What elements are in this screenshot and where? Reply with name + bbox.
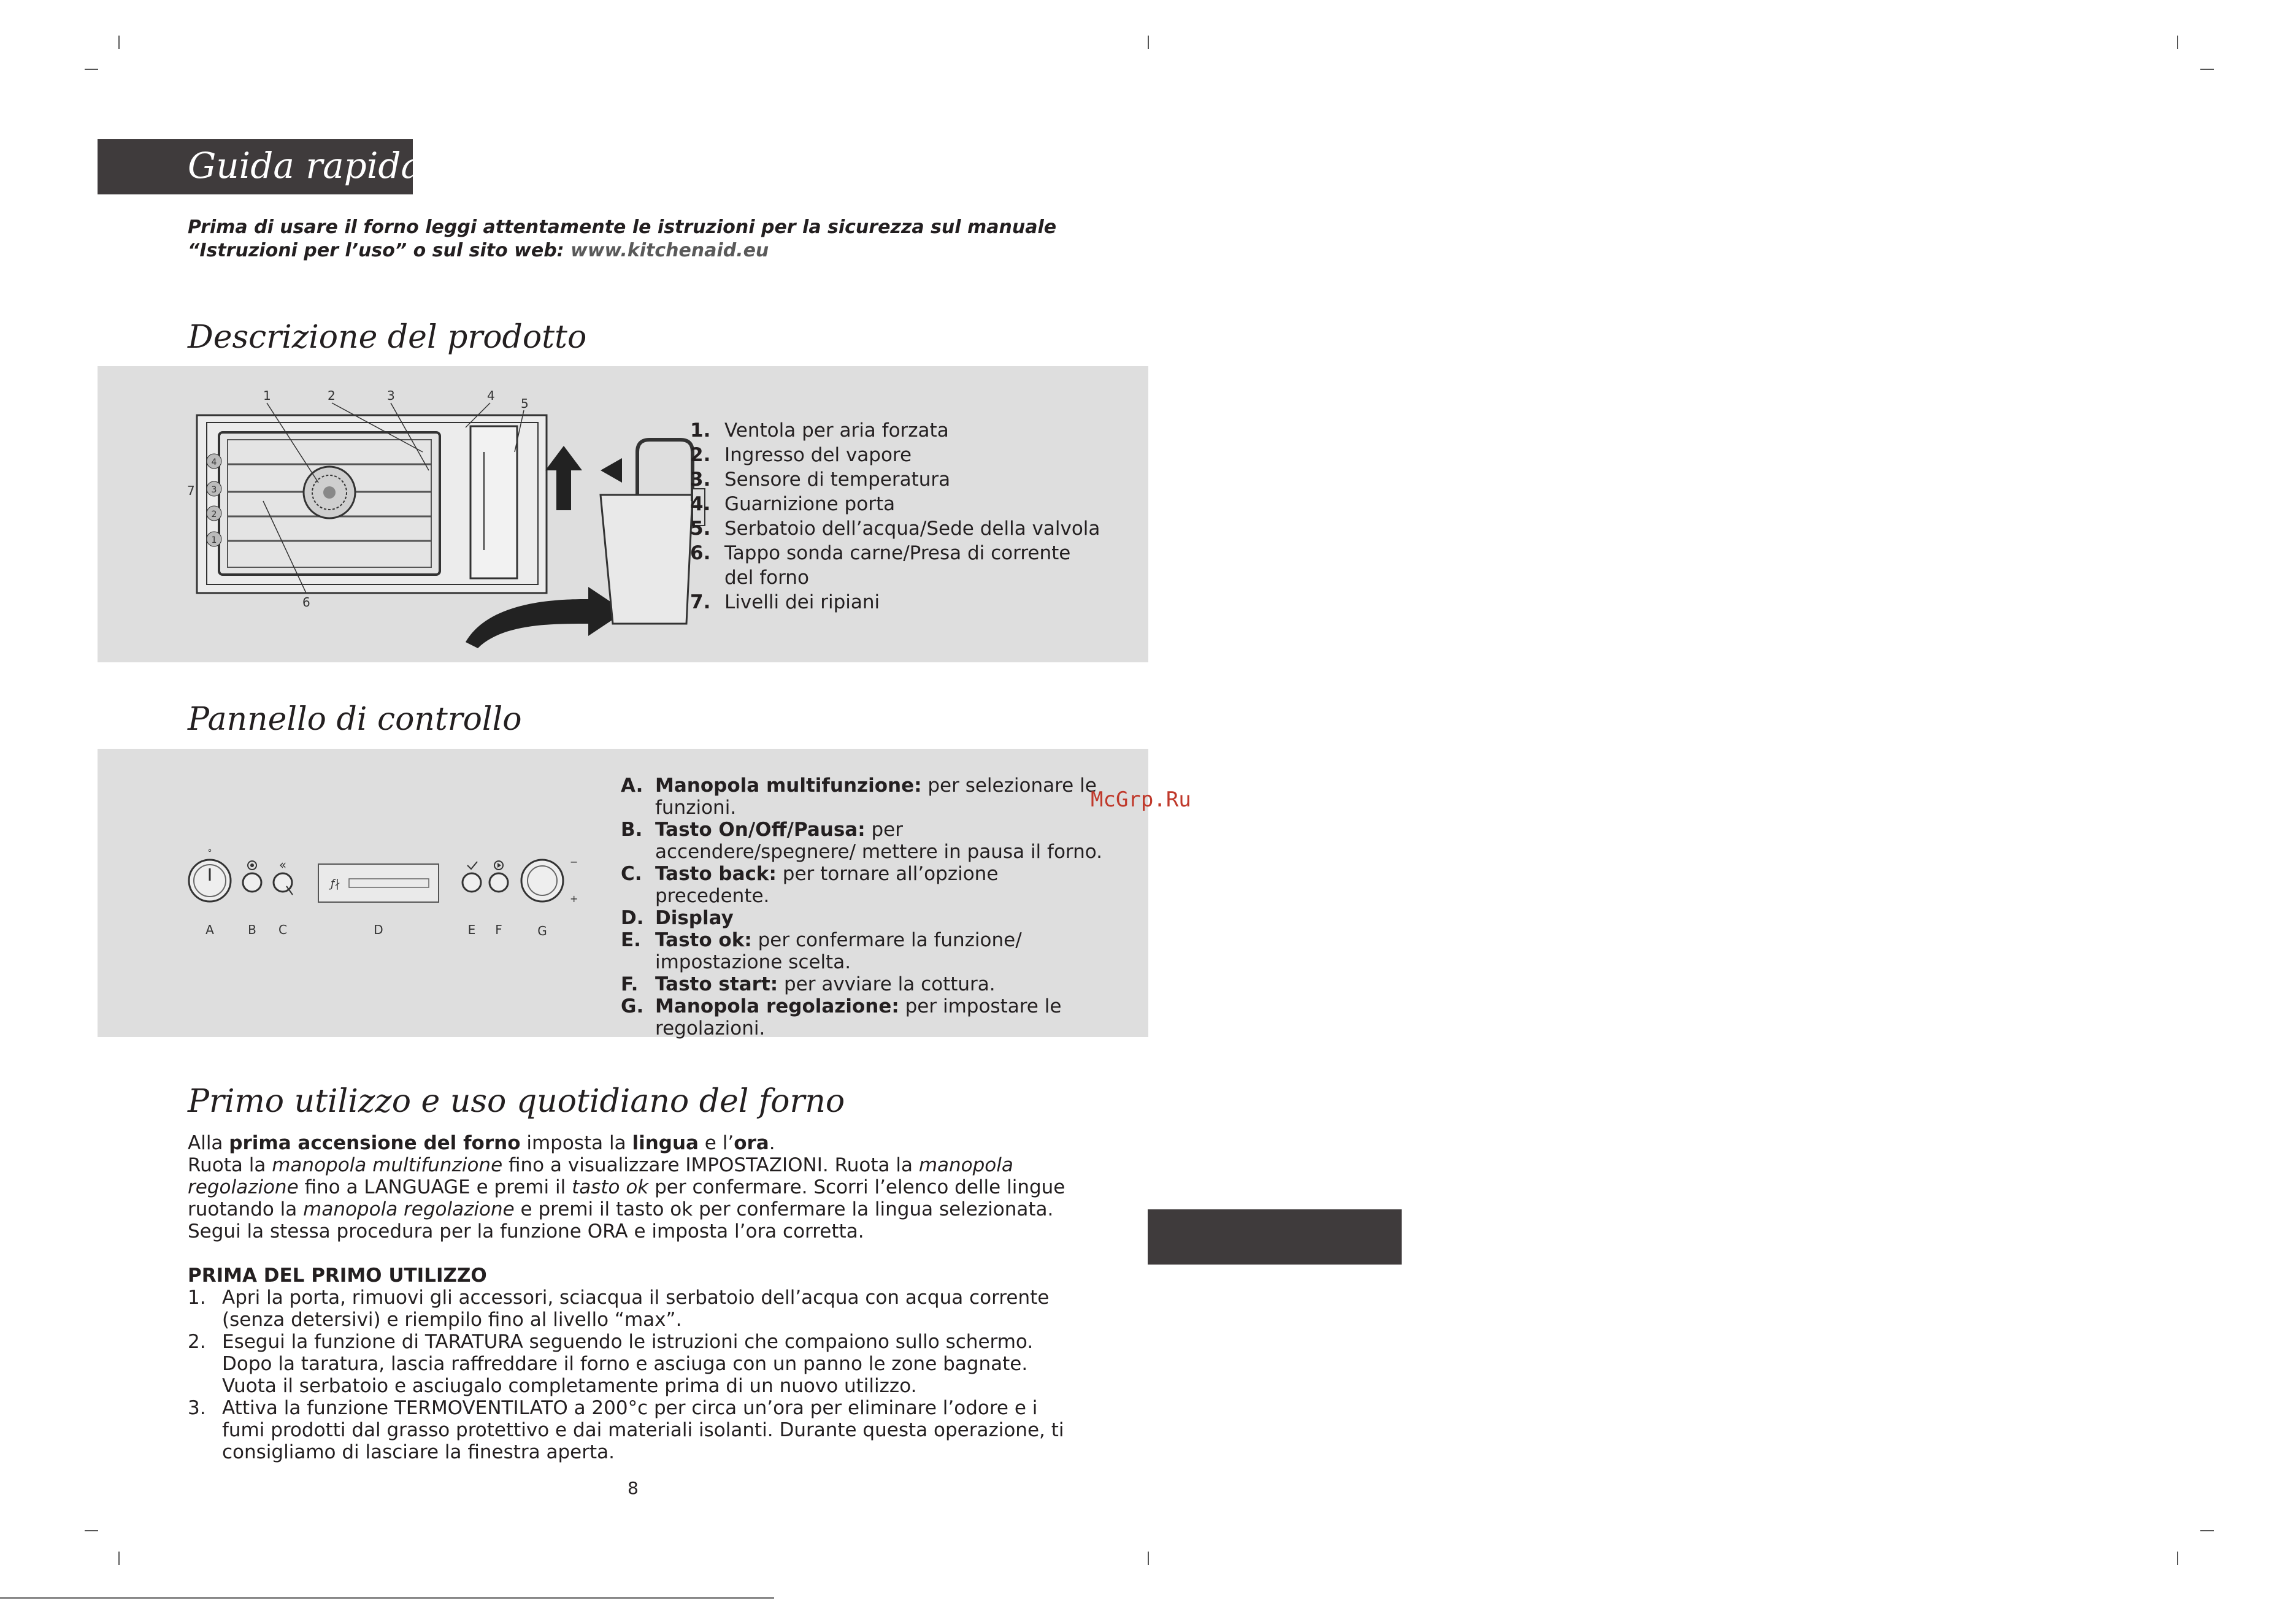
usage-paragraph: Ruota la manopola multifunzione fino a visualizzare IMPOSTAZIONI. Ruota la manopola regolazione fino a LANGUAGE e premi il tasto ok per confermare. Scorri l’elenco delle lingue ruotando la manopola regolazione e premi il tasto ok per confermare la lingua selezionata. bbox=[188, 1154, 1065, 1220]
callout-label: 5 bbox=[521, 396, 529, 411]
control-items-list bbox=[621, 775, 1105, 1039]
crop-mark bbox=[118, 36, 120, 49]
callout-label: 7 bbox=[187, 483, 195, 498]
start-button-icon bbox=[490, 873, 508, 892]
section-title-control: Pannello di controllo bbox=[188, 701, 522, 738]
ok-button-icon bbox=[463, 873, 481, 892]
panel-label: G bbox=[537, 924, 547, 938]
watermark: McGrp.Ru bbox=[1091, 787, 1191, 812]
bottom-rule bbox=[0, 1597, 774, 1599]
list-item: 3. Sensore di temperatura bbox=[690, 469, 951, 491]
shelf-label: 4 bbox=[211, 457, 217, 467]
control-panel bbox=[98, 749, 1148, 1037]
crop-mark bbox=[85, 69, 98, 70]
product-items-list bbox=[690, 418, 1119, 614]
intro-note bbox=[188, 216, 1077, 262]
list-item: B. Tasto On/Off/Pausa: per accendere/spegnere/ mettere in pausa il forno. bbox=[621, 819, 1103, 863]
list-item: 4. Guarnizione porta bbox=[690, 493, 896, 515]
usage-paragraph: Segui la stessa procedura per la funzione ORA e imposta l’ora corretta. bbox=[188, 1220, 864, 1242]
page-number: 8 bbox=[628, 1478, 639, 1498]
list-item: G. Manopola regolazione: per impostare le regolazioni. bbox=[621, 995, 1062, 1039]
crop-mark bbox=[2200, 1530, 2214, 1531]
subheading: PRIMA DEL PRIMO UTILIZZO bbox=[188, 1265, 487, 1287]
arrow-curve-icon bbox=[466, 587, 625, 648]
control-panel-diagram bbox=[177, 847, 594, 945]
oven-diagram bbox=[171, 378, 760, 654]
product-panel bbox=[98, 366, 1148, 662]
usage-body bbox=[188, 1132, 1083, 1463]
steps-list bbox=[188, 1287, 1083, 1463]
list-item: 2. Ingresso del vapore bbox=[690, 444, 912, 466]
crop-mark bbox=[1148, 1552, 1149, 1565]
callout-label: 2 bbox=[328, 388, 336, 403]
list-item: 7. Livelli dei ripiani bbox=[690, 591, 880, 613]
crop-mark bbox=[118, 1552, 120, 1565]
shelf-label: 2 bbox=[211, 510, 217, 519]
crop-mark bbox=[2200, 69, 2214, 70]
list-item: 6. Tappo sonda carne/Presa di corrente bbox=[690, 542, 1071, 564]
callout-label: 3 bbox=[387, 388, 395, 403]
shelf-label: 3 bbox=[211, 485, 217, 495]
oven-door bbox=[470, 426, 517, 578]
crop-mark bbox=[1148, 36, 1149, 49]
power-button-icon bbox=[243, 873, 261, 892]
list-item: 1. Apri la porta, rimuovi gli accessori, sciacqua il serbatoio dell’acqua con acqua corrente (senza detersivi) e riempilo fino al livello “max”. bbox=[188, 1287, 1050, 1331]
svg-text:°: ° bbox=[207, 848, 212, 858]
list-item: 1. Ventola per aria forzata bbox=[690, 419, 949, 442]
section-title-usage: Primo utilizzo e uso quotidiano del forno bbox=[188, 1083, 845, 1120]
section-title-product: Descrizione del prodotto bbox=[188, 319, 587, 356]
side-tab bbox=[1148, 1209, 1402, 1265]
list-item-continuation: del forno bbox=[724, 567, 809, 589]
svg-text:«: « bbox=[278, 857, 287, 872]
callout-label: 1 bbox=[263, 388, 271, 403]
arrow-up-icon bbox=[545, 446, 582, 510]
list-item: 3. Attiva la funzione TERMOVENTILATO a 200°c per circa un’ora per eliminare l’odore e i fumi prodotti dal grasso protettivo e dai materiali isolanti. Durante questa operazione, ti consigliamo di lasciare la finestra aperta. bbox=[188, 1397, 1064, 1463]
callout-label: 4 bbox=[487, 388, 495, 403]
list-item: A. Manopola multifunzione: per selezionare le funzioni. bbox=[621, 775, 1097, 819]
list-item: F. Tasto start: per avviare la cottura. bbox=[621, 973, 996, 995]
shelf-label: 1 bbox=[211, 535, 217, 545]
svg-text:ƒ∤: ƒ∤ bbox=[331, 878, 340, 890]
panel-label: A bbox=[205, 922, 214, 937]
crop-mark bbox=[2177, 36, 2178, 49]
intro-url[interactable]: www.kitchenaid.eu bbox=[570, 240, 769, 261]
list-item: C. Tasto back: per tornare all’opzione precedente. bbox=[621, 863, 999, 907]
list-item: D. Display bbox=[621, 907, 734, 929]
svg-text:+: + bbox=[570, 893, 578, 905]
crop-mark bbox=[2177, 1552, 2178, 1565]
water-tank bbox=[601, 495, 693, 624]
page-title: Guida rapida bbox=[188, 145, 423, 186]
svg-text:−: − bbox=[570, 856, 578, 868]
list-item: 2. Esegui la funzione di TARATURA seguendo le istruzioni che compaiono sullo schermo. Dopo la taratura, lascia raffreddare il forno e asciuga con un panno le zone bagnate. Vuota il serbatoio e asciugalo completamente prima di un nuovo utilizzo. bbox=[188, 1331, 1034, 1397]
callout-label: 6 bbox=[302, 595, 310, 610]
panel-label: C bbox=[278, 922, 287, 937]
back-button-icon bbox=[274, 873, 292, 892]
panel-label: D bbox=[374, 922, 383, 937]
panel-label: B bbox=[248, 922, 256, 937]
list-item: E. Tasto ok: per confermare la funzione/ impostazione scelta. bbox=[621, 929, 1022, 973]
list-item: 5. Serbatoio dell’acqua/Sede della valvola bbox=[690, 518, 1100, 540]
crop-mark bbox=[85, 1530, 98, 1531]
arrow-left-icon bbox=[601, 458, 622, 483]
panel-label: F bbox=[495, 922, 502, 937]
usage-paragraph: Alla prima accensione del forno imposta la lingua e l’ora. bbox=[188, 1132, 775, 1154]
intro-text: Prima di usare il forno leggi attentamente le istruzioni per la sicurezza sul manuale “Istruzioni per l’uso” o sul sito web: bbox=[188, 216, 1057, 261]
panel-label: E bbox=[467, 922, 476, 937]
